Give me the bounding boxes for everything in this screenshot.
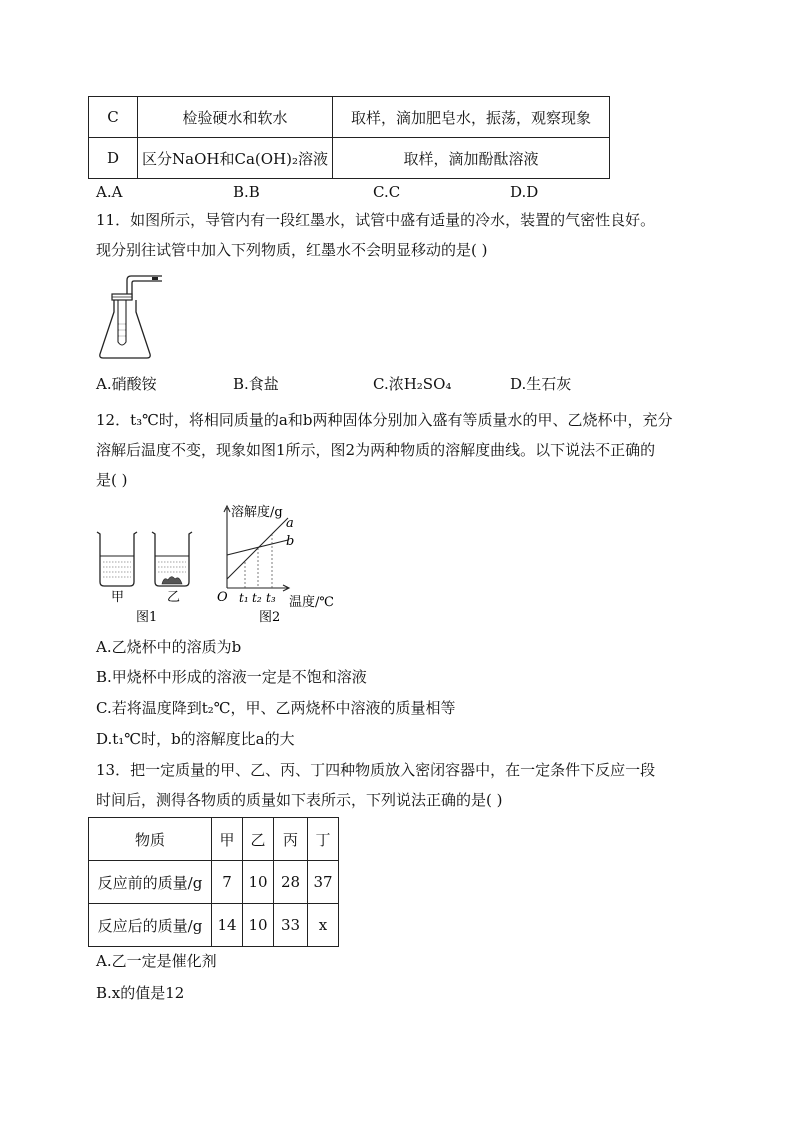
option-c[interactable]: C.浓H₂SO₄	[373, 375, 452, 393]
table-header-row	[89, 818, 339, 861]
curve-a-label: a	[286, 516, 294, 531]
q12-option-b[interactable]: B.甲烧杯中形成的溶液一定是不饱和溶液	[96, 668, 367, 686]
beaker-jia-icon	[97, 532, 137, 586]
table-cell: 10	[243, 861, 274, 904]
table-row	[89, 138, 610, 179]
origin-label: O	[217, 590, 228, 605]
header-cell: 乙	[243, 818, 274, 861]
curve-a-line	[227, 518, 288, 579]
beaker-yi-icon	[152, 532, 192, 586]
row-label: C	[89, 97, 138, 138]
table-cell: 28	[274, 861, 308, 904]
table-row	[89, 904, 339, 947]
tick-t1: t₁	[239, 591, 249, 605]
option-c[interactable]: C.C	[373, 183, 401, 201]
table-cell: 7	[212, 861, 243, 904]
table-row	[89, 861, 339, 904]
option-b[interactable]: B.B	[233, 183, 260, 201]
experiment-purpose: 区分NaOH和Ca(OH)₂溶液	[138, 138, 333, 179]
header-cell: 丙	[274, 818, 308, 861]
experiment-purpose: 检验硬水和软水	[138, 97, 333, 138]
header-cell: 甲	[212, 818, 243, 861]
q12-stem-line1: 12．t₃℃时，将相同质量的a和b两种固体分别加入盛有等质量水的甲、乙烧杯中，充分	[96, 411, 673, 429]
table-cell: 33	[274, 904, 308, 947]
tick-t3: t₃	[266, 591, 276, 605]
beaker-jia-label: 甲	[111, 590, 125, 605]
q12-stem-line3: 是( )	[96, 471, 128, 489]
curve-b-line	[227, 540, 288, 555]
q12-option-c[interactable]: C.若将温度降到t₂℃，甲、乙两烧杯中溶液的质量相等	[96, 699, 456, 717]
table-cell: 10	[243, 904, 274, 947]
table-cell: x	[308, 904, 339, 947]
q11-stem-line1: 11．如图所示，导管内有一段红墨水，试管中盛有适量的冷水，装置的气密性良好。	[96, 211, 656, 229]
row-label: D	[89, 138, 138, 179]
header-cell: 物质	[89, 818, 212, 861]
table-cell: 14	[212, 904, 243, 947]
q13-option-a[interactable]: A.乙一定是催化剂	[96, 952, 217, 970]
experiment-method: 取样，滴加肥皂水，振荡，观察现象	[333, 97, 610, 138]
curve-b-label: b	[286, 534, 295, 549]
q12-option-d[interactable]: D.t₁℃时，b的溶解度比a的大	[96, 730, 295, 748]
table-cell: 反应后的质量/g	[89, 904, 212, 947]
q13-mass-table	[88, 817, 339, 947]
table-row	[89, 97, 610, 138]
option-d[interactable]: D.生石灰	[510, 375, 572, 393]
experiment-method: 取样，滴加酚酞溶液	[333, 138, 610, 179]
table-cell: 37	[308, 861, 339, 904]
q12-option-a[interactable]: A.乙烧杯中的溶质为b	[96, 638, 242, 656]
x-axis-label: 温度/℃	[289, 595, 334, 610]
q13-stem-line1: 13．把一定质量的甲、乙、丙、丁四种物质放入密闭容器中，在一定条件下反应一段	[96, 761, 656, 779]
q12-figure	[90, 500, 350, 626]
option-a[interactable]: A.A	[96, 183, 123, 201]
option-b[interactable]: B.食盐	[233, 375, 279, 393]
beaker-yi-label: 乙	[167, 590, 181, 605]
q12-stem-line2: 溶解后温度不变，现象如图1所示，图2为两种物质的溶解度曲线。以下说法不正确的	[96, 441, 656, 459]
tick-t2: t₂	[252, 591, 262, 605]
option-a[interactable]: A.硝酸铵	[96, 375, 157, 393]
q11-stem-line2: 现分别往试管中加入下列物质，红墨水不会明显移动的是( )	[96, 241, 488, 259]
option-d[interactable]: D.D	[510, 183, 539, 201]
fig2-caption: 图2	[259, 610, 281, 625]
q13-option-b[interactable]: B.x的值是12	[96, 984, 185, 1002]
y-axis-label: 溶解度/g	[231, 505, 283, 520]
flask-apparatus-diagram	[94, 272, 174, 366]
q10-options-table	[88, 96, 610, 179]
table-cell: 反应前的质量/g	[89, 861, 212, 904]
q13-stem-line2: 时间后，测得各物质的质量如下表所示，下列说法正确的是( )	[96, 791, 503, 809]
fig1-caption: 图1	[136, 610, 158, 625]
header-cell: 丁	[308, 818, 339, 861]
